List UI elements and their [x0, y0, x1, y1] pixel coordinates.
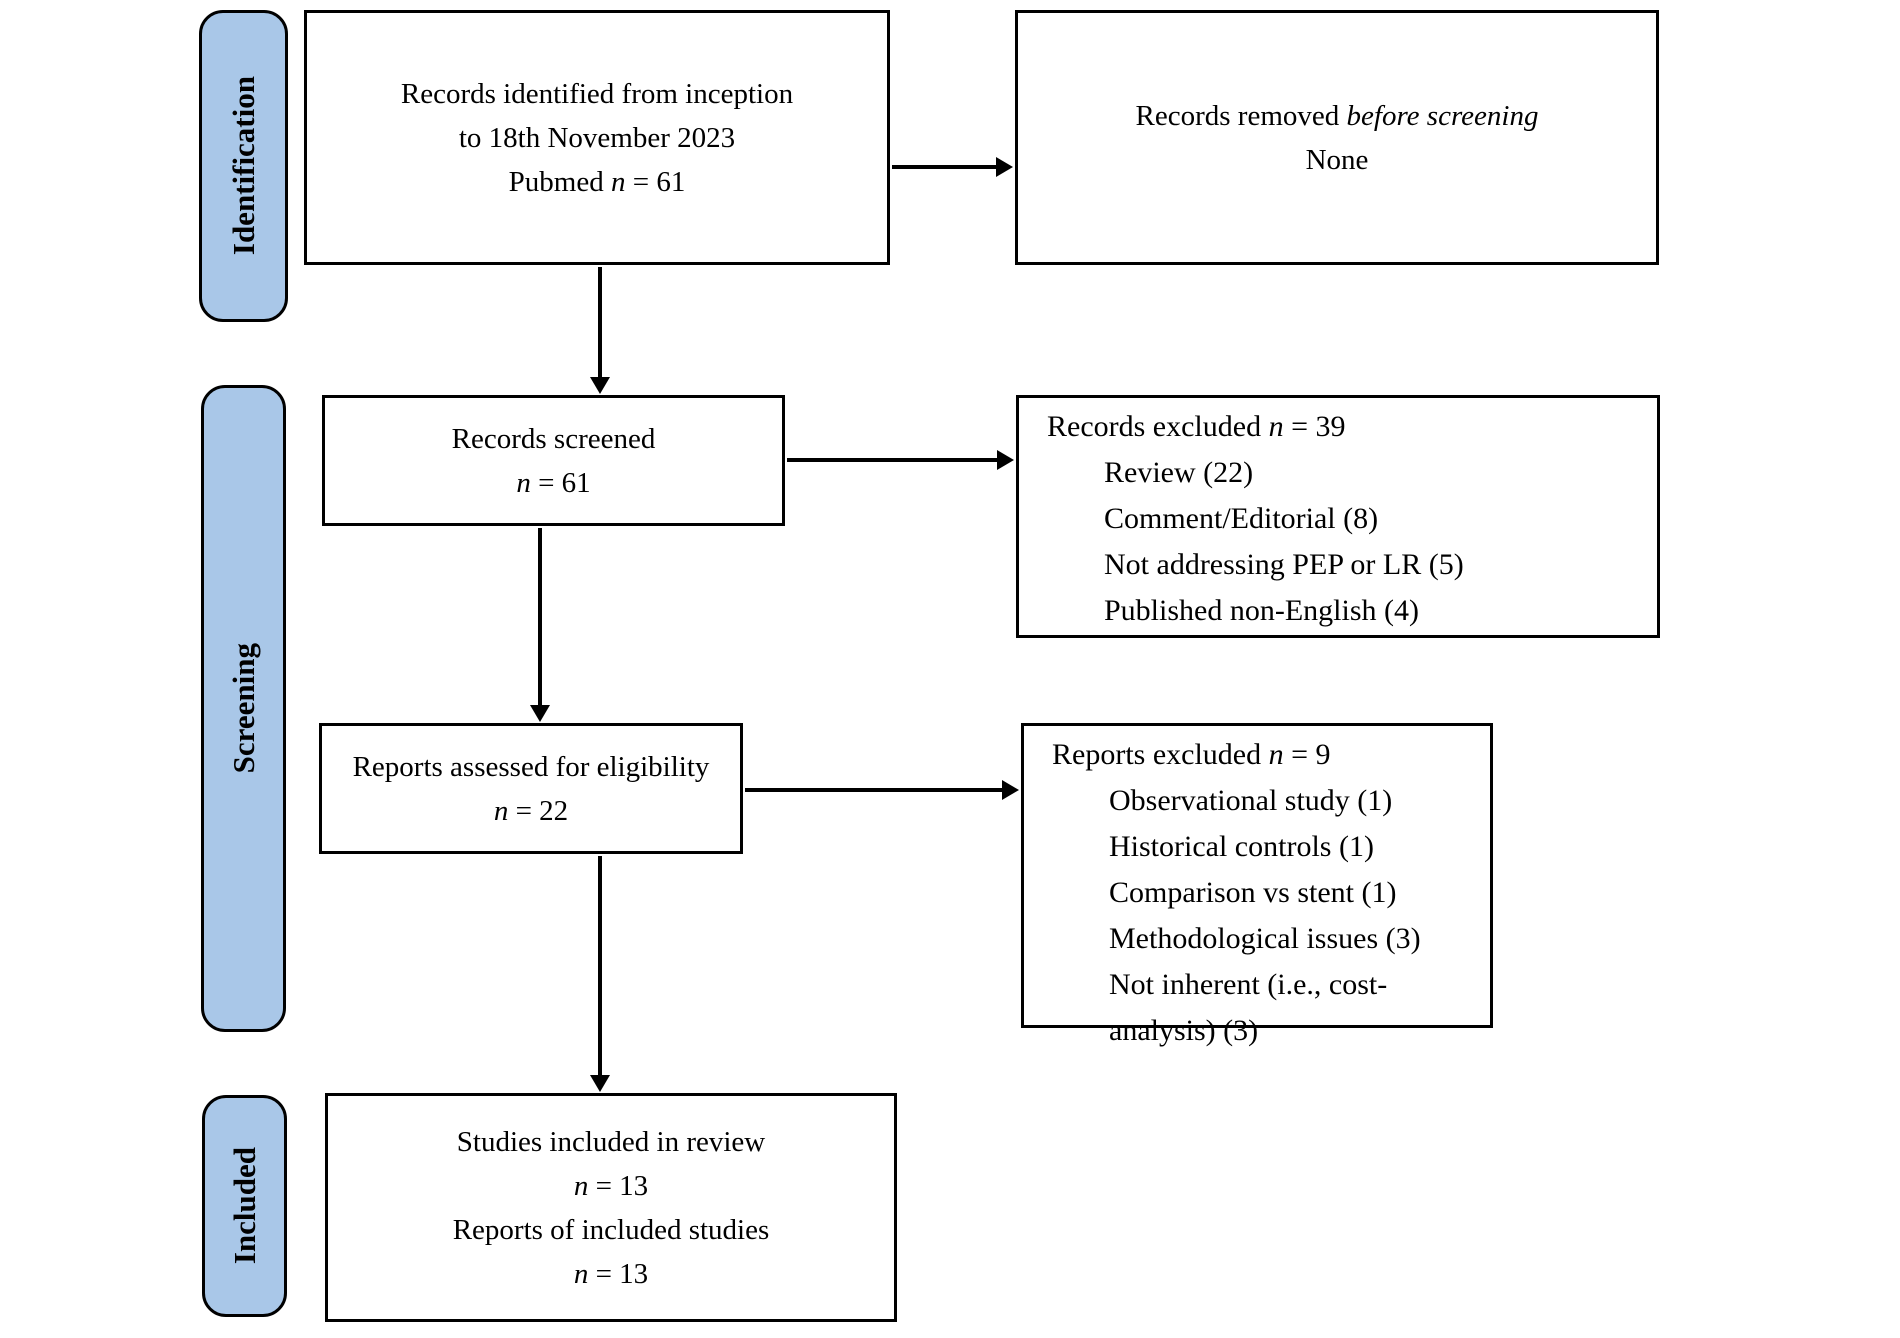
stage-screening-label: Screening: [225, 643, 261, 774]
text-line: Records removed before screening: [1135, 99, 1539, 132]
text-line: Historical controls (1): [1109, 830, 1374, 863]
text-line: Records screened: [451, 422, 656, 455]
text-line: Records excluded n = 39: [1047, 410, 1346, 443]
text-line: Review (22): [1104, 456, 1254, 489]
arrowhead-assessed-to-included: [590, 1075, 610, 1092]
stage-included: [202, 1095, 287, 1317]
stage-identification: [199, 10, 288, 322]
text-line: Published non-English (4): [1104, 594, 1419, 627]
reports-excluded-box: [1021, 723, 1493, 1047]
text-line: n = 13: [573, 1257, 649, 1290]
records-screened-box: [322, 395, 785, 526]
stage-identification-label: Identification: [225, 76, 261, 256]
text-line: Not inherent (i.e., cost-analysis) (3): [1109, 968, 1388, 1047]
text-line: Observational study (1): [1109, 784, 1393, 817]
arrowhead-identified-to-screened: [590, 377, 610, 394]
text-line: n = 61: [516, 466, 591, 499]
text-line: n = 13: [573, 1169, 649, 1202]
text-line: Studies included in review: [456, 1125, 766, 1158]
stage-screening: [201, 385, 286, 1032]
reports-assessed-box: [319, 723, 743, 854]
text-line: n = 22: [493, 794, 569, 827]
text-line: Not addressing PEP or LR (5): [1104, 548, 1464, 581]
text-line: Records identified from inception: [400, 77, 794, 110]
arrowhead-screened-to-assessed: [530, 705, 550, 722]
records-excluded-box: [1016, 395, 1660, 638]
text-line: Comparison vs stent (1): [1109, 876, 1397, 909]
arrowhead-identified-to-removed: [996, 157, 1013, 177]
stage-included-label: Included: [226, 1147, 262, 1265]
text-line: Reports assessed for eligibility: [352, 750, 710, 783]
text-line: Reports excluded n = 9: [1052, 738, 1331, 771]
records-identified-box: [304, 10, 890, 265]
records-removed-box: [1015, 10, 1659, 265]
text-line: None: [1305, 143, 1369, 176]
text-line: Reports of included studies: [452, 1213, 770, 1246]
arrowhead-assessed-to-excluded: [1002, 780, 1019, 800]
text-line: Pubmed n = 61: [508, 165, 686, 198]
studies-included-box: [325, 1093, 897, 1322]
text-line: Methodological issues (3): [1109, 922, 1421, 955]
text-line: Comment/Editorial (8): [1104, 502, 1379, 535]
text-line: to 18th November 2023: [458, 121, 736, 154]
arrowhead-screened-to-excluded: [997, 450, 1014, 470]
